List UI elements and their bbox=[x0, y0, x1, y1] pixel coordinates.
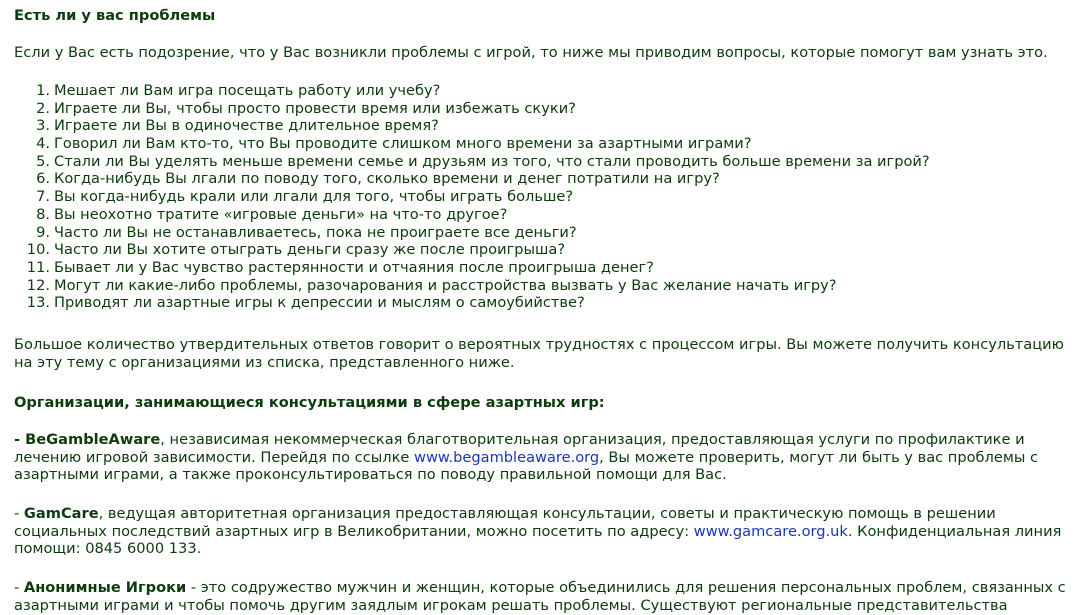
begambleaware-link[interactable]: www.begambleaware.org bbox=[414, 448, 600, 466]
org-dash: - bbox=[14, 579, 24, 596]
section-heading: Есть ли у вас проблемы bbox=[14, 7, 216, 24]
org-name: - BeGambleAware bbox=[14, 431, 161, 448]
list-item-number: 3. bbox=[36, 117, 50, 135]
org-anonymous-gamblers bbox=[14, 579, 1080, 614]
list-item-number: 13. bbox=[26, 294, 50, 312]
list-item-number: 8. bbox=[36, 205, 50, 223]
list-item-text: Часто ли Вы хотите отыграть деньги сразу же после проигрыша? bbox=[54, 241, 566, 259]
org-dash: - bbox=[14, 505, 24, 522]
list-item-text: Говорил ли Вам кто-то, что Вы проводите слишком много времени за азартными играми? bbox=[54, 135, 752, 153]
org-gamcare bbox=[14, 505, 1080, 558]
list-item-number: 2. bbox=[36, 99, 50, 117]
list-item-number: 7. bbox=[36, 188, 50, 206]
org-description: , независимая некоммерческая благотворительная организация, предоставляющая услуги по профилактике и лечению игровой зависимости. Перейдя по ссылке bbox=[14, 431, 1025, 466]
list-item-text: Часто ли Вы не останавливаетесь, пока не проиграете все деньги? bbox=[54, 223, 577, 241]
list-item-text: Бывает ли у Вас чувство растерянности и отчаяния после проигрыша денег? bbox=[54, 258, 654, 276]
org-begambleaware bbox=[14, 431, 1080, 484]
org-description-end: . Конфиденциальная линия помощи: 0845 6000 133. bbox=[14, 522, 1062, 557]
list-item-text: Могут ли какие-либо проблемы, разочарования и расстройства вызвать у Вас желание начать игру? bbox=[54, 276, 837, 294]
list-item-number: 9. bbox=[36, 223, 50, 241]
gamcare-link[interactable]: www.gamcare.org.uk bbox=[693, 522, 848, 540]
list-item-text: Приводят ли азартные игры к депрессии и мыслям о самоубийстве? bbox=[54, 294, 585, 312]
list-item-text: Когда-нибудь Вы лгали по поводу того, сколько времени и денег потратили на игру? bbox=[54, 170, 720, 188]
list-item-number: 5. bbox=[36, 152, 50, 170]
org-description: - это содружество мужчин и женщин, которые объединились для решения персональных проблем, связанных с азартными играми и чтобы помочь другим заядлым игрокам решать проблемы. Существуют региональные представительства bbox=[14, 579, 1066, 614]
list-item-text: Вы когда-нибудь крали или лгали для того, чтобы играть больше? bbox=[54, 188, 574, 206]
org-name: Анонимные Игроки bbox=[23, 579, 187, 596]
list-item-number: 4. bbox=[36, 135, 50, 153]
list-item-number: 10. bbox=[26, 241, 50, 259]
list-item-text: Стали ли Вы уделять меньше времени семье и друзьям из того, что стали проводить больше времени за игрой? bbox=[54, 152, 930, 170]
list-item-number: 6. bbox=[36, 170, 50, 188]
intro-paragraph: Если у Вас есть подозрение, что у Вас возникли проблемы с игрой, то ниже мы приводим вопросы, которые помогут вам узнать это. bbox=[14, 44, 1048, 61]
list-item-number: 12. bbox=[26, 276, 50, 294]
list-item-number: 1. bbox=[36, 82, 50, 99]
summary-paragraph: Большое количество утвердительных ответов говорит о вероятных трудностях с процессом игры. Вы можете получить консультацию на эту тему с организациями из списка, представленного ниже. bbox=[14, 336, 1064, 371]
organizations-heading: Организации, занимающиеся консультациями в сфере азартных игр: bbox=[14, 394, 605, 411]
org-description-end: , Вы можете проверить, могут ли быть у вас проблемы с азартными играми, а также проконсультироваться по поводу правильной помощи для Вас. bbox=[14, 448, 1039, 483]
org-description: , ведущая авторитетная организация предоставляющая консультации, советы и практическую помощь в решении социальных последствий азартных игр в Великобритании, можно посетить по адресу: bbox=[14, 505, 996, 540]
org-name: GamCare bbox=[23, 505, 99, 522]
list-item-text: Вы неохотно тратите «игровые деньги» на что-то другое? bbox=[54, 205, 508, 223]
list-item-number: 11. bbox=[26, 258, 50, 276]
list-item-text: Играете ли Вы, чтобы просто провести время или избежать скуки? bbox=[54, 99, 576, 117]
list-item-text: Играете ли Вы в одиночестве длительное время? bbox=[54, 117, 439, 135]
list-item-text: Мешает ли Вам игра посещать работу или учебу? bbox=[54, 82, 441, 99]
